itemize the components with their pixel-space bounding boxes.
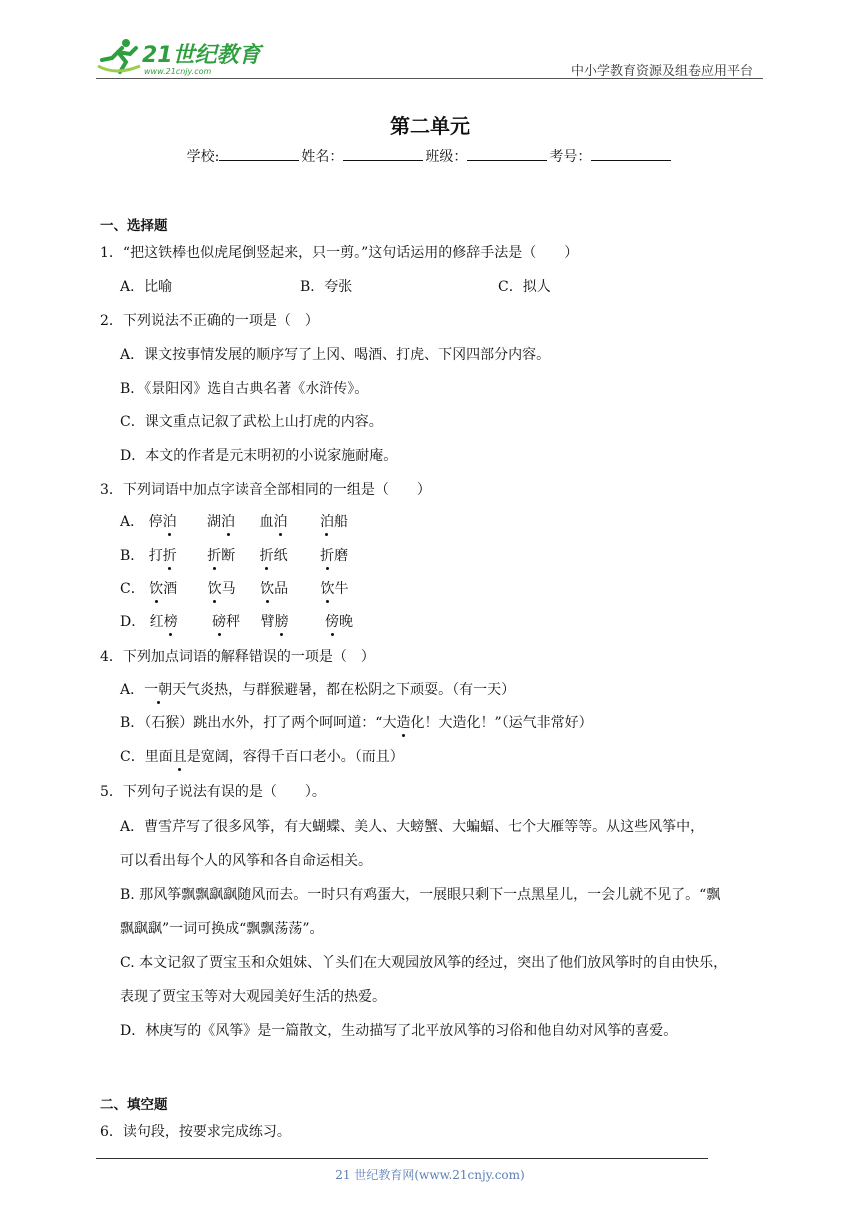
q3-option-b	[120, 545, 348, 565]
q5-option-d: D．林庚写的《风筝》是一篇散文，生动描写了北平放风筝的习俗和他自幼对风筝的喜爱。	[120, 1023, 678, 1039]
q1-stem: 1．“把这铁棒也似虎尾倒竖起来，只一剪。”这句话运用的修辞手法是（ ）	[100, 245, 579, 261]
q2-option-b: B．《景阳冈》选自古典名著《水浒传》。	[120, 381, 369, 397]
q5-stem: 5．下列句子说法有误的是（ ）。	[100, 784, 326, 800]
q3-d-word-2: 磅秤	[212, 611, 256, 631]
q5-option-a-line2: 可以看出每个人的风筝和各自命运相关。	[120, 853, 372, 869]
q3-d-word-4: 傍晚	[325, 611, 353, 631]
q3-c-word-3: 饮品	[260, 578, 316, 598]
q5-option-c-line1: C. 本文记叙了贾宝玉和众姐妹、丫头们在大观园放风筝的经过，突出了他们放风筝时的自由快乐，	[120, 955, 728, 971]
site-logo	[96, 36, 266, 78]
q4-option-a: A．一朝天气炎热，与群猴避暑，都在松阴之下顽耍。（有一天）	[120, 679, 515, 699]
name-label: 姓名：	[301, 149, 344, 165]
q5-option-b-line1: B. 那风筝飘飘飖飖随风而去。一时只有鸡蛋大，一展眼只剩下一点黑星儿，一会儿就不见了。“飘	[120, 887, 721, 903]
q3-a-word-3: 血泊	[259, 511, 315, 531]
q3-b-word-1: 打折	[149, 545, 203, 565]
logo-url: www.21cnjy.com	[144, 67, 212, 76]
q3-option-c	[120, 578, 349, 598]
q3-b-word-3: 折纸	[260, 545, 316, 565]
q3-d-word-3: 臂膀	[261, 611, 321, 631]
q4-option-c: C．里面且是宽阔，容得千百口老小。（而且）	[120, 746, 404, 766]
q3-b-word-2: 折断	[207, 545, 255, 565]
q3-c-word-4: 饮牛	[321, 578, 349, 598]
school-label: 学校:	[186, 149, 220, 165]
q5-option-a-line1: A．曹雪芹写了很多风筝，有大蝴蝶、美人、大螃蟹、大蝙蝠、七个大雁等等。从这些风筝中，	[120, 819, 705, 835]
logo-text: 21世纪教育	[142, 43, 261, 68]
section-heading-fill: 二、填空题	[100, 1097, 168, 1113]
q3-option-a	[120, 511, 348, 531]
exam-no-label: 考号：	[549, 149, 592, 165]
q3-option-d	[120, 611, 353, 631]
q3-a-word-4: 泊船	[320, 511, 348, 531]
q3-a-label: A．	[120, 514, 145, 530]
school-blank	[219, 146, 299, 161]
footer-divider	[96, 1158, 708, 1159]
q1-option-b: B．夸张	[300, 279, 353, 295]
q5-option-c-line2: 表现了贾宝玉等对大观园美好生活的热爱。	[120, 989, 386, 1005]
platform-name: 中小学教育资源及组卷应用平台	[570, 64, 753, 79]
q4-a-dotted: 一朝	[144, 682, 172, 698]
class-label: 班级：	[425, 149, 468, 165]
q3-c-word-1: 饮酒	[149, 578, 203, 598]
q5-option-b-line2: 飘飖飖”一词可换成“飘飘荡荡”。	[120, 921, 324, 937]
q3-d-word-1: 红榜	[150, 611, 208, 631]
q2-option-c: C．课文重点记叙了武松上山打虎的内容。	[120, 414, 383, 430]
q3-d-label: D．	[120, 614, 146, 630]
q4-option-b: B．（石猴）跳出水外，打了两个呵呵道：“大造化！大造化！”（运气非常好）	[120, 712, 593, 732]
q3-b-word-4: 折磨	[320, 545, 348, 565]
q3-c-label: C．	[120, 581, 145, 597]
runner-icon	[98, 39, 140, 72]
exam-no-blank	[591, 146, 671, 161]
footer-link[interactable]: 21 世纪教育网(www.21cnjy.com)	[335, 1168, 525, 1182]
q3-a-word-1: 停泊	[149, 511, 203, 531]
q1-option-c: C．拟人	[498, 279, 551, 295]
q3-a-word-2: 湖泊	[207, 511, 255, 531]
q1-option-a: A．比喻	[120, 279, 173, 295]
q4-stem: 4．下列加点词语的解释错误的一项是（ ）	[100, 649, 375, 665]
q6-stem: 6．读句段，按要求完成练习。	[100, 1124, 291, 1140]
class-blank	[467, 146, 547, 161]
q4-b-dotted: 大造化	[382, 712, 424, 732]
header-divider	[96, 78, 763, 79]
q2-stem: 2．下列说法不正确的一项是（ ）	[100, 313, 319, 329]
q3-stem: 3．下列词语中加点字读音全部相同的一组是（ ）	[100, 482, 431, 498]
student-info-row	[0, 146, 860, 166]
page-title: 第二单元	[390, 114, 470, 138]
q2-option-d: D．本文的作者是元末明初的小说家施耐庵。	[120, 448, 398, 464]
name-blank	[343, 146, 423, 161]
section-heading-choice: 一、选择题	[100, 218, 168, 234]
q3-c-word-2: 饮马	[208, 578, 256, 598]
q2-option-a: A．课文按事情发展的顺序写了上冈、喝酒、打虎、下冈四部分内容。	[120, 347, 551, 363]
q4-c-dotted: 且	[173, 746, 187, 766]
q3-b-label: B．	[120, 548, 145, 564]
